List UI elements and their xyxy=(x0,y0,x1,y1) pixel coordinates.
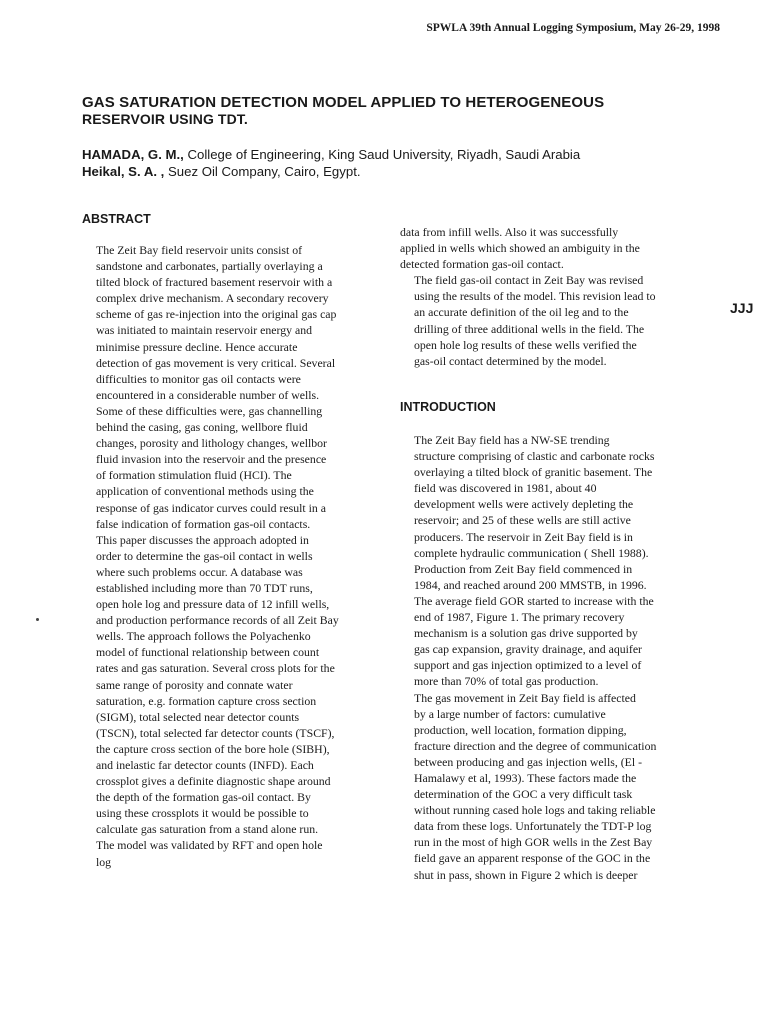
title-line-2: RESERVOIR USING TDT. xyxy=(82,111,248,127)
text-line: scheme of gas re-injection into the original gas cap xyxy=(96,307,337,322)
text-line: open hole log results of these wells verified the xyxy=(414,337,637,352)
text-line: difficulties to monitor gas oil contacts were xyxy=(96,371,301,386)
text-line: producers. The reservoir in Zeit Bay field is in xyxy=(414,529,633,544)
text-line: gas-oil contact determined by the model. xyxy=(414,353,607,368)
text-line: and production performance records of all Zeit Bay xyxy=(96,613,339,628)
text-line: fluid invasion into the reservoir and the presence xyxy=(96,452,327,467)
author-1-name: HAMADA, G. M., xyxy=(82,147,184,162)
text-line: was initiated to maintain reservoir energy and xyxy=(96,323,312,338)
text-line: detected formation gas-oil contact. xyxy=(400,257,564,272)
text-line: saturation, e.g. formation capture cross section xyxy=(96,693,317,708)
text-line: The gas movement in Zeit Bay field is affected xyxy=(414,690,636,705)
text-line: same range of porosity and connate water xyxy=(96,677,293,692)
text-line: The Zeit Bay field reservoir units consist of xyxy=(96,243,303,257)
introduction-paragraph-3 xyxy=(400,690,684,883)
abstract-paragraph-1 xyxy=(82,242,368,532)
text-line: The Zeit Bay field has a NW-SE trending xyxy=(414,433,610,447)
text-line: model of functional relationship between count xyxy=(96,645,320,660)
text-line: (TSCN), total selected far detector counts (TSCF), xyxy=(96,725,335,740)
text-line: The model was validated by RFT and open hole xyxy=(96,838,323,853)
text-line: end of 1987, Figure 1. The primary recovery xyxy=(414,610,625,625)
text-line: (SIGM), total selected near detector counts xyxy=(96,709,300,724)
text-line: The field gas-oil contact in Zeit Bay was revised xyxy=(414,273,644,288)
title-line-1: GAS SATURATION DETECTION MODEL APPLIED TO HETEROGENEOUS xyxy=(82,94,605,111)
right-column-top xyxy=(400,224,684,369)
text-line: field was discovered in 1981, about 40 xyxy=(414,481,597,496)
text-line: and inelastic far detector counts (INFD). Each xyxy=(96,758,314,772)
author-1 xyxy=(82,146,702,163)
text-line: Production from Zeit Bay field commenced in xyxy=(414,561,633,576)
left-column xyxy=(82,242,368,870)
author-1-affiliation: College of Engineering, King Saud University, Riyadh, Saudi Arabia xyxy=(183,147,581,162)
text-line: detection of gas movement is very critical. Several xyxy=(96,355,336,370)
text-line: wells. The approach follows the Polyachenko xyxy=(96,629,311,644)
stray-dot xyxy=(36,618,39,621)
text-line: rates and gas saturation. Several cross plots for the xyxy=(96,661,335,676)
text-line: mechanism is a solution gas drive supported by xyxy=(414,626,638,641)
text-line: structure comprising of clastic and carbonate rocks xyxy=(414,449,655,464)
introduction-paragraph-2 xyxy=(400,561,684,690)
text-line: an accurate definition of the oil leg and to the xyxy=(414,305,629,320)
introduction-heading: INTRODUCTION xyxy=(400,400,496,414)
abstract-continued-paragraph-2 xyxy=(400,272,684,369)
text-line: gas cap expansion, gravity drainage, and aquifer xyxy=(414,642,642,657)
abstract-paragraph-2 xyxy=(82,532,368,870)
text-line: overlaying a tilted block of granitic basement. The xyxy=(414,465,653,480)
text-line: the depth of the formation gas-oil contact. By xyxy=(96,790,311,805)
text-line: 1984, and reached around 200 MMSTB, in 1996. xyxy=(414,577,647,592)
text-line: support and gas injection optimized to a level of xyxy=(414,658,642,673)
text-line: drilling of three additional wells in the field. The xyxy=(414,321,645,336)
introduction-paragraph-1 xyxy=(400,432,684,561)
text-line: shut in pass, shown in Figure 2 which is deeper xyxy=(414,867,638,882)
text-line: false indication of formation gas-oil contacts. xyxy=(96,516,311,531)
text-line: tilted block of fractured basement reservoir with a xyxy=(96,275,333,290)
author-2-affiliation: Suez Oil Company, Cairo, Egypt. xyxy=(164,164,361,179)
abstract-continued-paragraph-1 xyxy=(400,224,684,272)
text-line: behind the casing, gas coning, wellbore fluid xyxy=(96,420,308,435)
text-line: fracture direction and the degree of communication xyxy=(414,738,657,753)
text-line: response of gas indicator curves could result in a xyxy=(96,500,326,515)
paper-title xyxy=(82,94,702,128)
text-line: log xyxy=(96,854,112,869)
text-line: using the results of the model. This revision lead to xyxy=(414,289,656,304)
right-column-introduction xyxy=(400,432,684,883)
margin-mark: JJJ xyxy=(730,300,754,316)
text-line: where such problems occur. A database was xyxy=(96,564,303,579)
text-line: development wells were actively depleting the xyxy=(414,497,634,512)
text-line: encountered in a considerable number of wells. xyxy=(96,387,320,402)
text-line: changes, porosity and lithology changes, wellbor xyxy=(96,436,327,451)
author-block xyxy=(82,146,702,180)
text-line: using these crossplots it would be possible to xyxy=(96,806,309,821)
text-line: open hole log and pressure data of 12 infill wells, xyxy=(96,597,330,612)
text-line: calculate gas saturation from a stand alone run. xyxy=(96,822,319,837)
text-line: of formation stimulation fluid (HCI). The xyxy=(96,468,292,483)
text-line: complete hydraulic communication ( Shell 1988). xyxy=(414,545,649,560)
running-header: SPWLA 39th Annual Logging Symposium, May 26-29, 1998 xyxy=(426,22,720,34)
text-line: between producing and gas injection wells, (El - xyxy=(414,754,643,769)
text-line: established including more than 70 TDT runs, xyxy=(96,580,313,595)
text-line: by a large number of factors: cumulative xyxy=(414,706,606,721)
text-line: run in the most of high GOR wells in the Zest Bay xyxy=(414,835,653,850)
text-line: sandstone and carbonates, partially overlaying a xyxy=(96,259,323,274)
text-line: This paper discusses the approach adopted in xyxy=(96,532,309,547)
text-line: Hamalawy et al, 1993). These factors made the xyxy=(414,770,637,785)
text-line: more than 70% of total gas production. xyxy=(414,674,599,689)
text-line: applied in wells which showed an ambiguity in the xyxy=(400,241,640,256)
text-line: complex drive mechanism. A secondary recovery xyxy=(96,291,329,306)
author-2-name: Heikal, S. A. , xyxy=(82,164,165,179)
text-line: production, well location, formation dipping, xyxy=(414,722,627,737)
text-line: The average field GOR started to increase with the xyxy=(414,593,654,608)
author-2 xyxy=(82,163,702,180)
abstract-heading: ABSTRACT xyxy=(82,212,151,226)
text-line: data from infill wells. Also it was successfully xyxy=(400,225,619,239)
text-line: application of conventional methods using the xyxy=(96,484,314,499)
text-line: field gave an apparent response of the GOC in the xyxy=(414,851,651,866)
text-line: reservoir; and 25 of these wells are still active xyxy=(414,513,631,528)
text-line: without running cased hole logs and taking reliable xyxy=(414,803,656,818)
text-line: Some of these difficulties were, gas channelling xyxy=(96,403,323,418)
text-line: crossplot gives a definite diagnostic shape around xyxy=(96,774,331,789)
text-line: the capture cross section of the bore hole (SIBH), xyxy=(96,741,330,756)
text-line: minimise pressure decline. Hence accurate xyxy=(96,339,298,354)
text-line: order to determine the gas-oil contact in wells xyxy=(96,548,313,563)
text-line: data from these logs. Unfortunately the TDT-P log xyxy=(414,819,652,834)
text-line: determination of the GOC a very difficult task xyxy=(414,787,633,802)
